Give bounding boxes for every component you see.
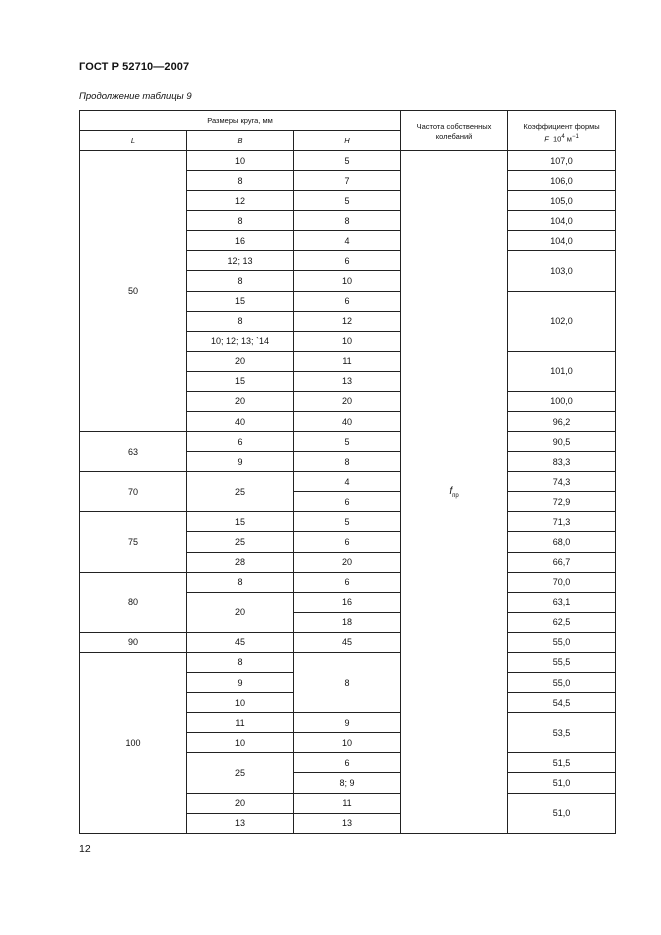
cell-H: 18 <box>294 612 401 632</box>
cell-H: 6 <box>294 532 401 552</box>
cell-H: 20 <box>294 552 401 572</box>
natural-frequency-cell: $f_{пр}$ <box>401 151 508 834</box>
cell-F: 51,0 <box>508 793 616 834</box>
cell-H: 7 <box>294 171 401 191</box>
cell-H: 8; 9 <box>294 773 401 793</box>
cell-B: 20 <box>187 592 294 632</box>
cell-H: 13 <box>294 371 401 391</box>
cell-F: 68,0 <box>508 532 616 552</box>
cell-F: 106,0 <box>508 171 616 191</box>
parameters-table <box>79 110 616 834</box>
cell-F: 53,5 <box>508 713 616 753</box>
cell-F: 104,0 <box>508 231 616 251</box>
cell-F: 51,0 <box>508 773 616 793</box>
cell-L: 70 <box>80 472 187 512</box>
cell-H: 6 <box>294 251 401 271</box>
cell-B: 20 <box>187 391 294 411</box>
cell-H: 5 <box>294 512 401 532</box>
cell-F: 101,0 <box>508 351 616 391</box>
cell-F: 70,0 <box>508 572 616 592</box>
cell-H: 12 <box>294 311 401 331</box>
cell-F: 66,7 <box>508 552 616 572</box>
table-row <box>80 572 616 592</box>
table-row <box>80 652 616 672</box>
cell-B: 8 <box>187 311 294 331</box>
cell-H: 10 <box>294 271 401 291</box>
cell-H: 10 <box>294 331 401 351</box>
table-caption: Продолжение таблицы 9 <box>79 91 192 102</box>
cell-H: 6 <box>294 753 401 773</box>
cell-H: 45 <box>294 632 401 652</box>
cell-F: 62,5 <box>508 612 616 632</box>
cell-B: 8 <box>187 211 294 231</box>
table-row <box>80 632 616 652</box>
cell-F: 74,3 <box>508 472 616 492</box>
cell-F: 51,5 <box>508 753 616 773</box>
cell-B: 8 <box>187 171 294 191</box>
column-header-L: L <box>80 131 187 151</box>
cell-F: 104,0 <box>508 211 616 231</box>
cell-H: 5 <box>294 191 401 211</box>
cell-L: 63 <box>80 432 187 472</box>
cell-F: 107,0 <box>508 151 616 171</box>
cell-H: 5 <box>294 151 401 171</box>
cell-B: 8 <box>187 652 294 672</box>
cell-H: 13 <box>294 813 401 833</box>
cell-B: 9 <box>187 673 294 693</box>
cell-L: 90 <box>80 632 187 652</box>
document-title: ГОСТ Р 52710—2007 <box>79 61 190 73</box>
cell-H: 4 <box>294 231 401 251</box>
cell-F: 103,0 <box>508 251 616 291</box>
cell-B: 25 <box>187 753 294 793</box>
cell-L: 75 <box>80 512 187 572</box>
cell-B: 28 <box>187 552 294 572</box>
cell-F: 55,0 <box>508 632 616 652</box>
cell-H: 6 <box>294 572 401 592</box>
cell-F: 102,0 <box>508 291 616 351</box>
cell-F: 90,5 <box>508 432 616 452</box>
cell-H: 6 <box>294 291 401 311</box>
cell-F: 72,9 <box>508 492 616 512</box>
cell-H: 6 <box>294 492 401 512</box>
cell-F: 83,3 <box>508 452 616 472</box>
cell-B: 10 <box>187 151 294 171</box>
cell-H: 5 <box>294 432 401 452</box>
cell-H: 16 <box>294 592 401 612</box>
cell-H: 4 <box>294 472 401 492</box>
cell-B: 40 <box>187 412 294 432</box>
cell-B: 20 <box>187 793 294 813</box>
cell-H: 11 <box>294 793 401 813</box>
circle-dimensions-header: Размеры круга, мм <box>80 111 401 131</box>
cell-B: 16 <box>187 231 294 251</box>
cell-H: 8 <box>294 652 401 712</box>
cell-F: 96,2 <box>508 412 616 432</box>
cell-F: 100,0 <box>508 391 616 411</box>
cell-F: 55,0 <box>508 673 616 693</box>
cell-L: 100 <box>80 652 187 833</box>
cell-F: 105,0 <box>508 191 616 211</box>
cell-B: 10; 12; 13; `14 <box>187 331 294 351</box>
cell-F: 54,5 <box>508 693 616 713</box>
cell-B: 8 <box>187 572 294 592</box>
cell-B: 45 <box>187 632 294 652</box>
cell-B: 13 <box>187 813 294 833</box>
cell-B: 20 <box>187 351 294 371</box>
cell-B: 15 <box>187 291 294 311</box>
cell-H: 40 <box>294 412 401 432</box>
table-row <box>80 472 616 492</box>
cell-B: 12; 13 <box>187 251 294 271</box>
cell-B: 25 <box>187 532 294 552</box>
page-number: 12 <box>79 843 91 855</box>
cell-B: 10 <box>187 733 294 753</box>
cell-B: 9 <box>187 452 294 472</box>
cell-H: 8 <box>294 452 401 472</box>
cell-B: 8 <box>187 271 294 291</box>
cell-F: 55,5 <box>508 652 616 672</box>
cell-B: 10 <box>187 693 294 713</box>
column-header-B: B <box>187 131 294 151</box>
cell-B: 6 <box>187 432 294 452</box>
cell-H: 11 <box>294 351 401 371</box>
cell-B: 12 <box>187 191 294 211</box>
table-row <box>80 512 616 532</box>
shape-coefficient-header: Коэффициент формы F $10^4$ $м^{-1}$ <box>508 111 616 151</box>
cell-F: 63,1 <box>508 592 616 612</box>
cell-L: 80 <box>80 572 187 632</box>
table-row <box>80 151 616 171</box>
cell-F: 71,3 <box>508 512 616 532</box>
natural-frequency-header: Частота собственных колебаний <box>401 111 508 151</box>
cell-L: 50 <box>80 151 187 432</box>
cell-H: 9 <box>294 713 401 733</box>
cell-H: 20 <box>294 391 401 411</box>
cell-H: 8 <box>294 211 401 231</box>
cell-B: 11 <box>187 713 294 733</box>
table-row <box>80 432 616 452</box>
cell-B: 15 <box>187 512 294 532</box>
cell-B: 15 <box>187 371 294 391</box>
cell-H: 10 <box>294 733 401 753</box>
column-header-H: H <box>294 131 401 151</box>
cell-B: 25 <box>187 472 294 512</box>
